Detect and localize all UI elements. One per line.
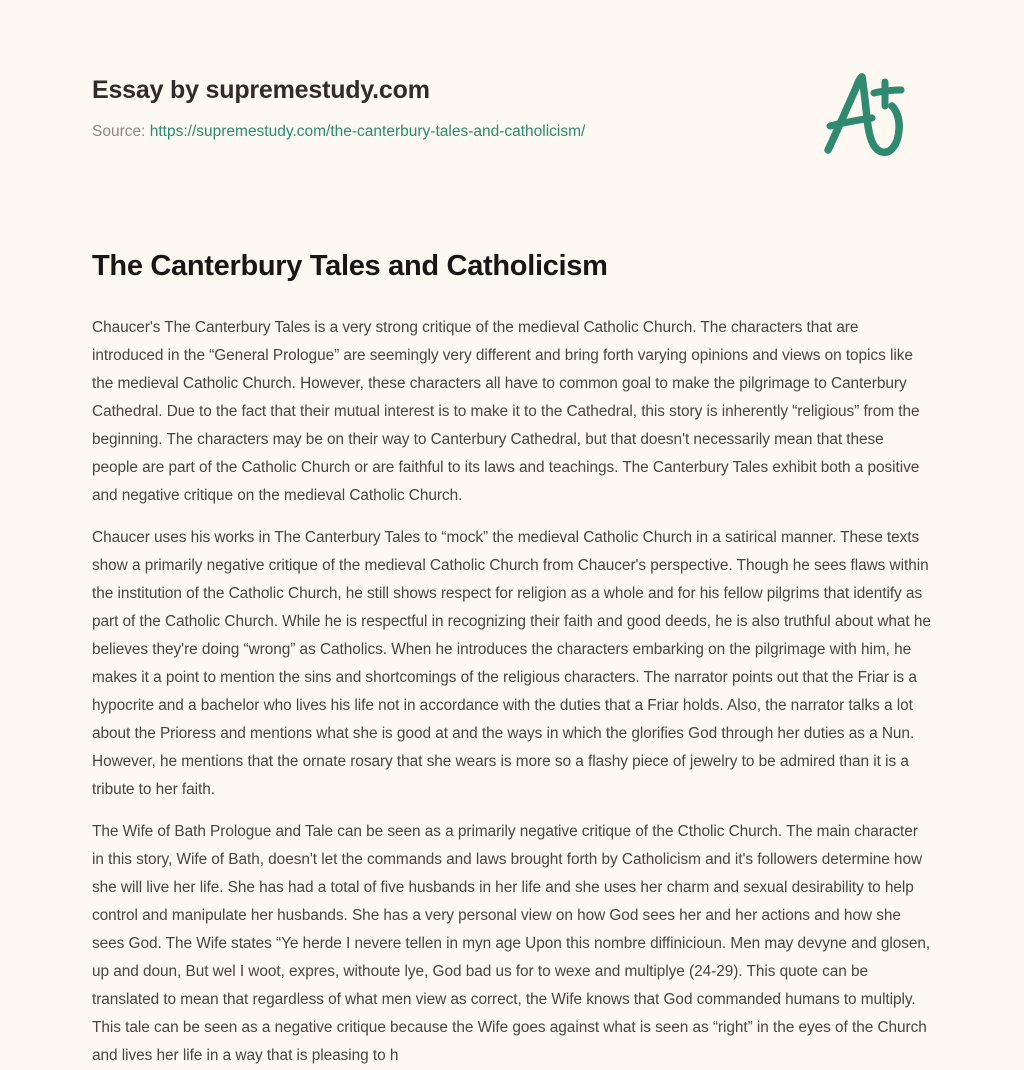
document-header — [0, 0, 1024, 185]
a-plus-logo-icon — [818, 68, 918, 168]
a-plus-logo[interactable] — [818, 68, 918, 168]
paragraph: The Wife of Bath Prologue and Tale can be seen as a primarily negative critique of the Ctholic Church. The main character in this story, Wife of Bath, doesn't let the commands and laws brought forth by Catholicism and it's followers determine how she will live her life. She has had a total of five husbands in her life and she uses her charm and sexual desirability to help control and manipulate her husbands. She has a very personal view on how God sees her and her actions and how she sees God. The Wife states “Ye herde I nevere tellen in myn age Upon this nombre diffinicioun. Men may devyne and glosen, up and doun, But wel I woot, expres, withoute lye, God bad us for to wexe and multiplye (24-29). This quote can be translated to mean that regardless of what men view as correct, the Wife knows that God commanded humans to multiply. This tale can be seen as a negative critique because the Wife goes against what is seen as “right” in the eyes of the Church and lives her life in a way that is pleasing to h — [92, 823, 931, 1065]
paragraph: Chaucer's The Canterbury Tales is a very strong critique of the medieval Catholic Church. The characters that are introduced in the “General Prologue” are seemingly very different and bring forth varying opinions and views on topics like the medieval Catholic Church. However, these characters all have to common goal to make the pilgrimage to Canterbury Cathedral. Due to the fact that their mutual interest is to make it to the Cathedral, this story is inherently “religious” from the beginning. The characters may be on their way to Canterbury Cathedral, but that doesn't necessarily mean that these people are part of the Catholic Church or are faithful to its laws and teachings. The Canterbury Tales exhibit both a positive and negative critique on the medieval Catholic Church. — [92, 319, 920, 505]
source-line — [92, 122, 792, 142]
brand-title: Essay by supremestudy.com — [92, 76, 430, 104]
brand-block — [92, 75, 792, 142]
source-label: Source: — [92, 123, 146, 140]
article-body — [92, 314, 932, 1070]
page-title: The Canterbury Tales and Catholicism — [92, 250, 608, 282]
article-container — [92, 248, 932, 1070]
paragraph: Chaucer uses his works in The Canterbury Tales to “mock” the medieval Catholic Church in a satirical manner. These texts show a primarily negative critique of the medieval Catholic Church from Chaucer's perspective. Though he sees flaws within the institution of the Catholic Church, he still shows respect for religion as a whole and for his fellow pilgrims that identify as part of the Catholic Church. While he is respectful in recognizing their faith and good deeds, he is also truthful about what he believes they're doing “wrong” as Catholics. When he introduces the characters embarking on the pilgrimage with him, he makes it a point to mention the sins and shortcomings of the religious characters. The narrator points out that the Friar is a hypocrite and a bachelor who lives his life not in accordance with the duties that a Friar holds. Also, the narrator talks a lot about the Prioress and mentions what she is good at and the ways in which the glorifies God through her duties as a Nun. However, he mentions that the ornate rosary that she wears is more so a flashy piece of jewelry to be admired than it is a tribute to her faith. — [92, 529, 931, 799]
source-url-link[interactable]: https://supremestudy.com/the-canterbury-tales-and-catholicism/ — [149, 123, 586, 140]
